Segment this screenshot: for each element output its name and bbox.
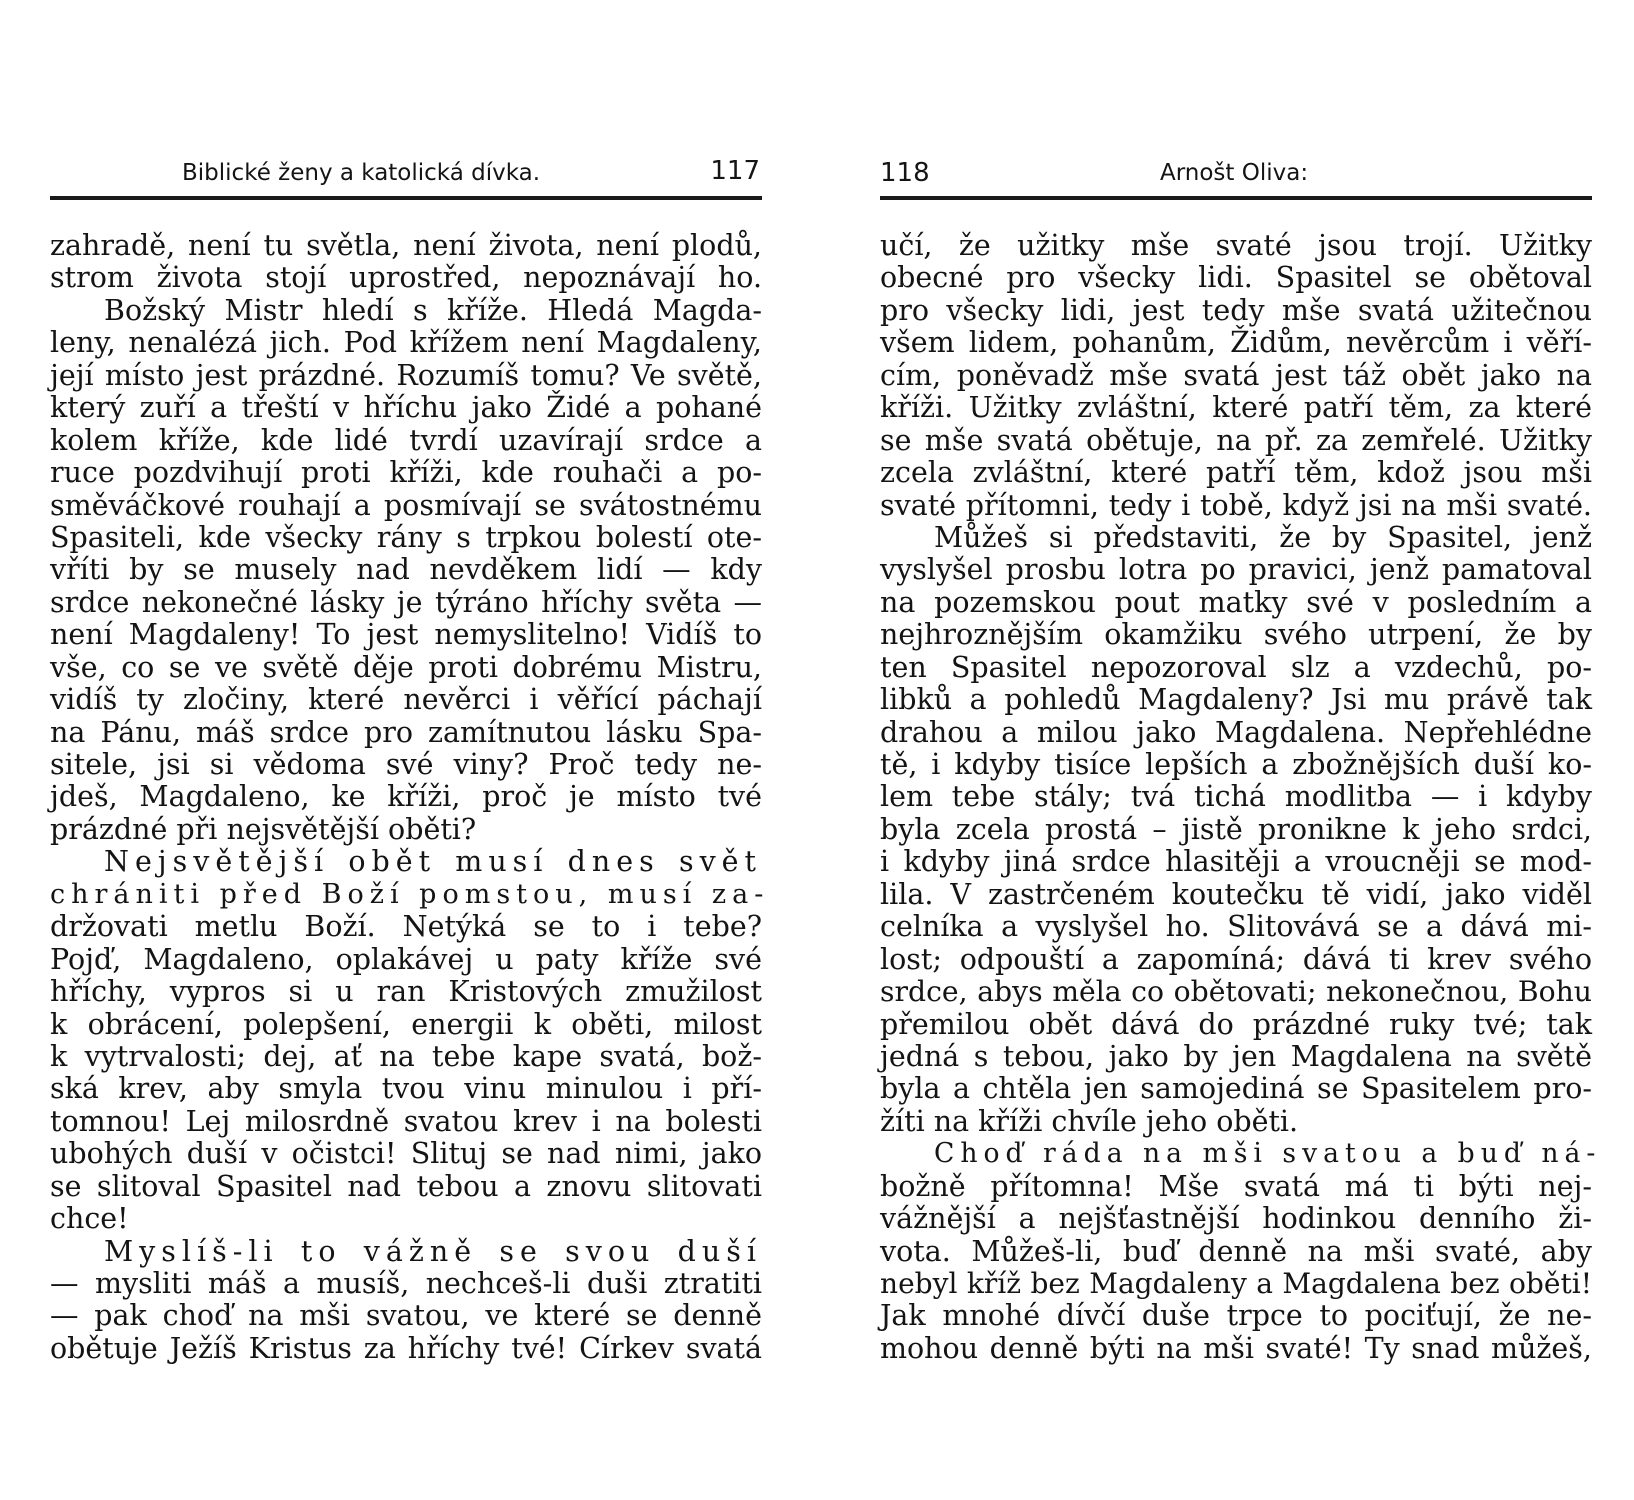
header-title: Biblické ženy a katolická dívka.	[182, 160, 541, 186]
text-line: zcela zvláštní, které patří těm, kdož jsou mši	[880, 456, 1592, 490]
text-line: božně přítomna! Mše svatá má ti býti nej-	[880, 1169, 1592, 1203]
text-line: mohou denně býti na mši svaté! Ty snad můžeš,	[880, 1331, 1592, 1365]
text-line: vážnější a nejšťastnější hodinkou denního ži-	[880, 1202, 1592, 1236]
text-line: sitele, jsi si vědoma své viny? Proč tedy ne-	[50, 748, 762, 781]
text-line: chrániti před Boží pomstou, musí za-	[50, 878, 770, 910]
text-line: vříti by se musely nad nevděkem lidí — kdy	[50, 553, 762, 587]
text-line: byla zcela prostá – jistě pronikne k jeho srdci,	[880, 812, 1592, 846]
text-line: tomnou! Lej milosrdně svatou krev i na bolesti	[50, 1104, 762, 1138]
text-line: jedná s tebou, jako by jen Magdalena na světě	[880, 1039, 1592, 1073]
text-line: jdeš, Magdaleno, ke kříži, proč je místo tvé	[50, 780, 762, 814]
text-line: zahradě, není tu světla, není života, není plodů,	[50, 229, 762, 262]
text-line: Choď ráda na mši svatou a buď ná-	[934, 1138, 1602, 1170]
text-line: srdce, abys měla co obětovati; nekonečnou, Bohu	[880, 975, 1592, 1009]
text-line: celníka a vyslyšel ho. Slitovává se a dává mi-	[880, 910, 1592, 944]
text-line: vidíš ty zločiny, které nevěrci i věřící páchají	[50, 683, 762, 717]
text-line: Božský Mistr hledí s kříže. Hledá Magda-	[104, 293, 762, 327]
right-page	[880, 0, 1602, 1500]
text-line: kříži. Užitky zvláštní, které patří těm, za které	[880, 391, 1592, 425]
text-line: ruce pozdvihují proti kříži, kde rouhači a po-	[50, 456, 762, 490]
page-number: 118	[880, 158, 930, 188]
text-line: k obrácení, polepšení, energii k oběti, milost	[50, 1007, 762, 1041]
text-line: prázdné při nejsvětější oběti?	[50, 812, 477, 846]
text-line: přemilou obět dává do prázdné ruky tvé; tak	[880, 1007, 1592, 1041]
text-line: — mysliti máš a musíš, nechceš-li duši ztratiti	[50, 1267, 762, 1300]
text-line: kolem kříže, kde lidé tvrdí uzavírají srdce a	[50, 423, 762, 457]
text-line: nejhroznějším okamžiku svého utrpení, že by	[880, 618, 1592, 652]
text-line: Můžeš si představiti, že by Spasitel, jenž	[934, 520, 1592, 554]
text-line: lila. V zastrčeném koutečku tě vidí, jako viděl	[880, 877, 1592, 911]
text-line: vota. Můžeš-li, buď denně na mši svaté, aby	[880, 1234, 1592, 1268]
text-line: žíti na kříži chvíle jeho oběti.	[880, 1104, 1299, 1138]
text-line: cím, poněvadž mše svatá jest táž obět jako na	[880, 358, 1592, 392]
running-head	[880, 150, 1592, 200]
text-line: lost; odpouští a zapomíná; dává ti krev svého	[880, 942, 1592, 976]
text-line: lem tebe stály; tvá tichá modlitba — i kdyby	[880, 780, 1592, 814]
text-line: ten Spasitel nepozoroval slz a vzdechů, po-	[880, 650, 1592, 684]
text-line: tě, i kdyby tisíce lepších a zbožnějších duší ko-	[880, 748, 1592, 781]
left-page	[50, 0, 770, 1500]
text-line: libků a pohledů Magdaleny? Jsi mu právě tak	[880, 683, 1592, 717]
text-line: její místo jest prázdné. Rozumíš tomu? Ve světě,	[50, 358, 762, 392]
text-line: leny, nenalézá jich. Pod křížem není Magdaleny,	[50, 326, 762, 360]
text-line: byla a chtěla jen samojediná se Spasitelem pro-	[880, 1072, 1592, 1106]
text-line: vše, co se ve světě děje proti dobrému Mistru,	[50, 650, 762, 684]
text-line: chce!	[50, 1202, 129, 1236]
text-line: se slitoval Spasitel nad tebou a znovu slitovati	[50, 1169, 762, 1203]
text-line: učí, že užitky mše svaté jsou trojí. Užitky	[880, 229, 1592, 262]
text-line: není Magdaleny! To jest nemyslitelno! Vidíš to	[50, 618, 762, 652]
text-line: drahou a milou jako Magdalena. Nepřehlédne	[880, 715, 1592, 749]
text-line: směváčkové rouhají a posmívají se svátostnému	[50, 488, 762, 522]
text-line: který zuří a třeští v hříchu jako Židé a pohané	[50, 391, 762, 425]
text-line: na Pánu, máš srdce pro zamítnutou lásku Spa-	[50, 715, 762, 749]
header-title: Arnošt Oliva:	[1160, 160, 1309, 186]
text-line: obětuje Ježíš Kristus za hříchy tvé! Církev svatá	[50, 1331, 762, 1365]
text-line: všem lidem, pohanům, Židům, nevěrcům i věří-	[880, 326, 1592, 360]
text-line: obecné pro všecky lidi. Spasitel se obětoval	[880, 261, 1592, 295]
text-line: Spasiteli, kde všecky rány s trpkou bolestí ote-	[50, 520, 762, 554]
text-line: i kdyby jiná srdce hlasitěji a vroucněji se mod-	[880, 845, 1592, 879]
text-line: k vytrvalosti; dej, ať na tebe kape svatá, bož-	[50, 1039, 762, 1073]
text-line: Pojď, Magdaleno, oplakávej u paty kříže své	[50, 942, 762, 976]
text-line: vyslyšel prosbu lotra po pravici, jenž pamatoval	[880, 553, 1592, 587]
text-line: strom života stojí uprostřed, nepoznávají ho.	[50, 261, 762, 295]
text-line: ubohých duší v očistci! Slituj se nad nimi, jako	[50, 1137, 762, 1171]
text-line: Nejsvětější obět musí dnes svět	[104, 845, 762, 879]
text-line: na pozemskou pout matky své v posledním a	[880, 585, 1592, 619]
body-text	[50, 229, 770, 1365]
text-line: srdce nekonečné lásky je týráno hříchy světa —	[50, 585, 762, 619]
text-line: hříchy, vypros si u ran Kristových zmužilost	[50, 975, 762, 1009]
text-line: Jak mnohé dívčí duše trpce to pociťují, že ne-	[880, 1299, 1592, 1333]
text-line: Myslíš-li to vážně se svou duší	[104, 1234, 762, 1268]
text-line: ská krev, aby smyla tvou vinu minulou i pří-	[50, 1072, 762, 1106]
text-line: nebyl kříž bez Magdaleny a Magdalena bez oběti!	[880, 1267, 1592, 1300]
running-head	[50, 150, 762, 200]
text-line: — pak choď na mši svatou, ve které se denně	[50, 1299, 762, 1333]
text-line: svaté přítomni, tedy i tobě, když jsi na mši svaté.	[880, 488, 1592, 522]
text-line: držovati metlu Boží. Netýká se to i tebe?	[50, 910, 762, 944]
text-line: pro všecky lidi, jest tedy mše svatá užitečnou	[880, 293, 1592, 327]
page-number: 117	[710, 156, 760, 186]
text-line: se mše svatá obětuje, na př. za zemřelé. Užitky	[880, 423, 1592, 457]
body-text	[880, 229, 1602, 1365]
